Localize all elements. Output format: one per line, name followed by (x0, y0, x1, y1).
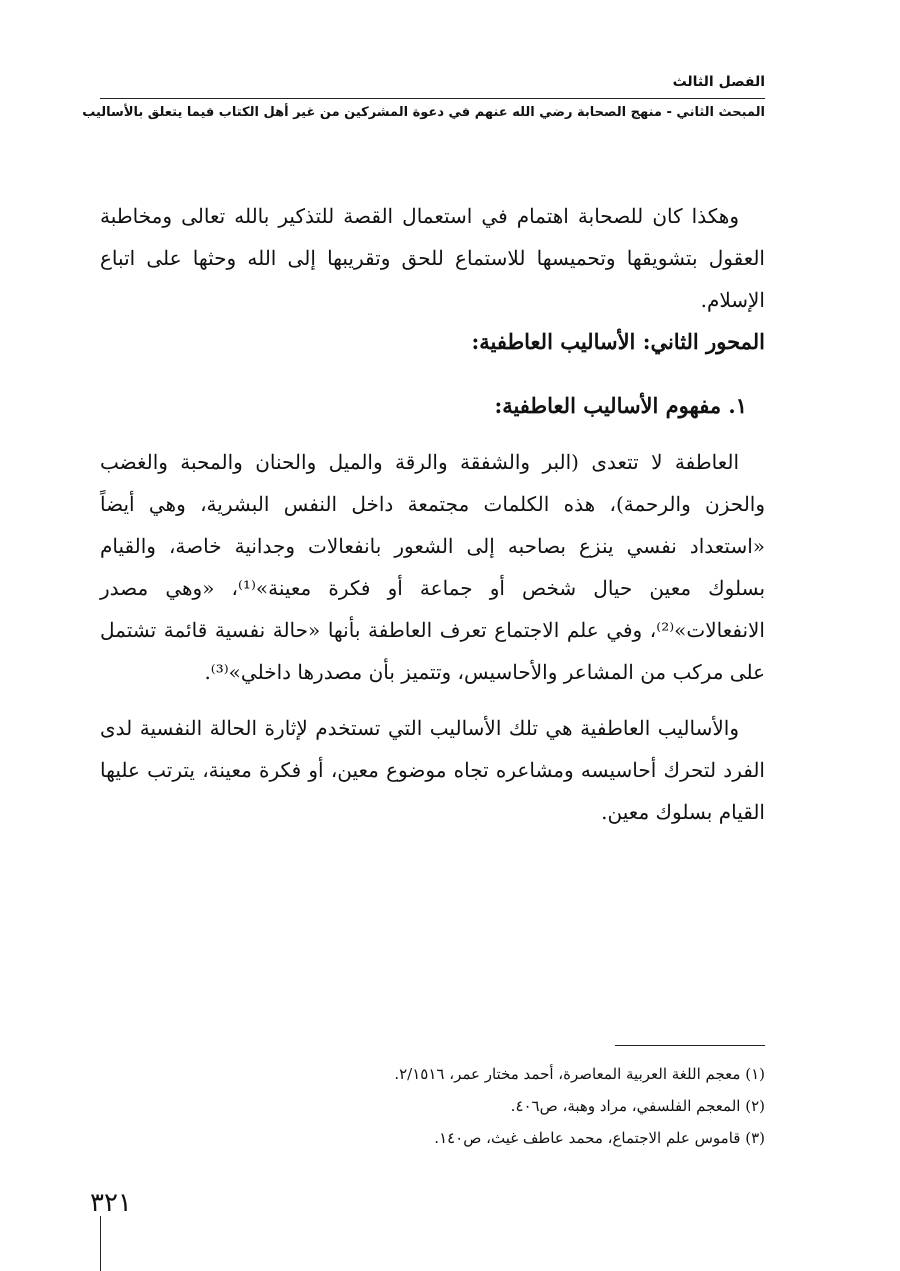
heading-emotional-methods: المحور الثاني: الأساليب العاطفية: (471, 329, 765, 354)
margin-line (100, 1216, 101, 1271)
paragraph-stories: وهكذا كان للصحابة اهتمام في استعمال القصة للتذكير بالله تعالى ومخاطبة العقول بتشويقها وتحميسها للاستماع للحق وتقريبها إلى الله وحثها على اتباع الإسلام. (100, 204, 765, 312)
header-rule (100, 98, 765, 99)
paragraph-emotion-definition: العاطفة لا تتعدى (البر والشفقة والرقة والميل والحنان والمحبة والغضب والحزن والرحمة)، هذه الكلمات مجتمعة داخل النفس البشرية، وهي أيضاً «استعداد نفسي ينزع بصاحبه إلى الشعور بانفعالات وجدانية خاصة، والقيام بسلوك معين حيال شخص أو جماعة أو فكرة معينة»⁽¹⁾، «وهي مصدر الانفعالات»⁽²⁾، وفي علم الاجتماع تعرف العاطفة بأنها «حالة نفسية قائمة تشتمل على مركب من المشاعر والأحاسيس، وتتميز بأن مصدرها داخلي»⁽³⁾. (100, 450, 766, 684)
footnote-2: (٢) المعجم الفلسفي، مراد وهبة، ص٤٠٦. (510, 1097, 765, 1115)
footnote-1: (١) معجم اللغة العربية المعاصرة، أحمد مختار عمر، ٢/١٥١٦. (394, 1065, 765, 1083)
footnote-3: (٣) قاموس علم الاجتماع، محمد عاطف غيث، ص١٤٠. (434, 1129, 765, 1147)
chapter-title: الفصل الثالث (672, 74, 765, 90)
paragraph-emotional-methods: والأساليب العاطفية هي تلك الأساليب التي تستخدم لإثارة الحالة النفسية لدى الفرد لتحرك أحاسيسه ومشاعره تجاه موضوع معين، أو فكرة معينة، يترتب عليها القيام بسلوك معين. (100, 716, 765, 824)
footnote-separator (615, 1045, 765, 1046)
page-number: ٣٢١ (90, 1188, 132, 1218)
subheading-concept: ١. مفهوم الأساليب العاطفية: (494, 393, 747, 418)
body-text (100, 195, 765, 833)
section-title: المبحث الثاني - منهج الصحابة رضي الله عنهم في دعوة المشركين من غير أهل الكتاب فيما يتعلق بالأساليب (82, 105, 765, 120)
footnotes (100, 1058, 765, 1154)
running-header (82, 72, 765, 124)
